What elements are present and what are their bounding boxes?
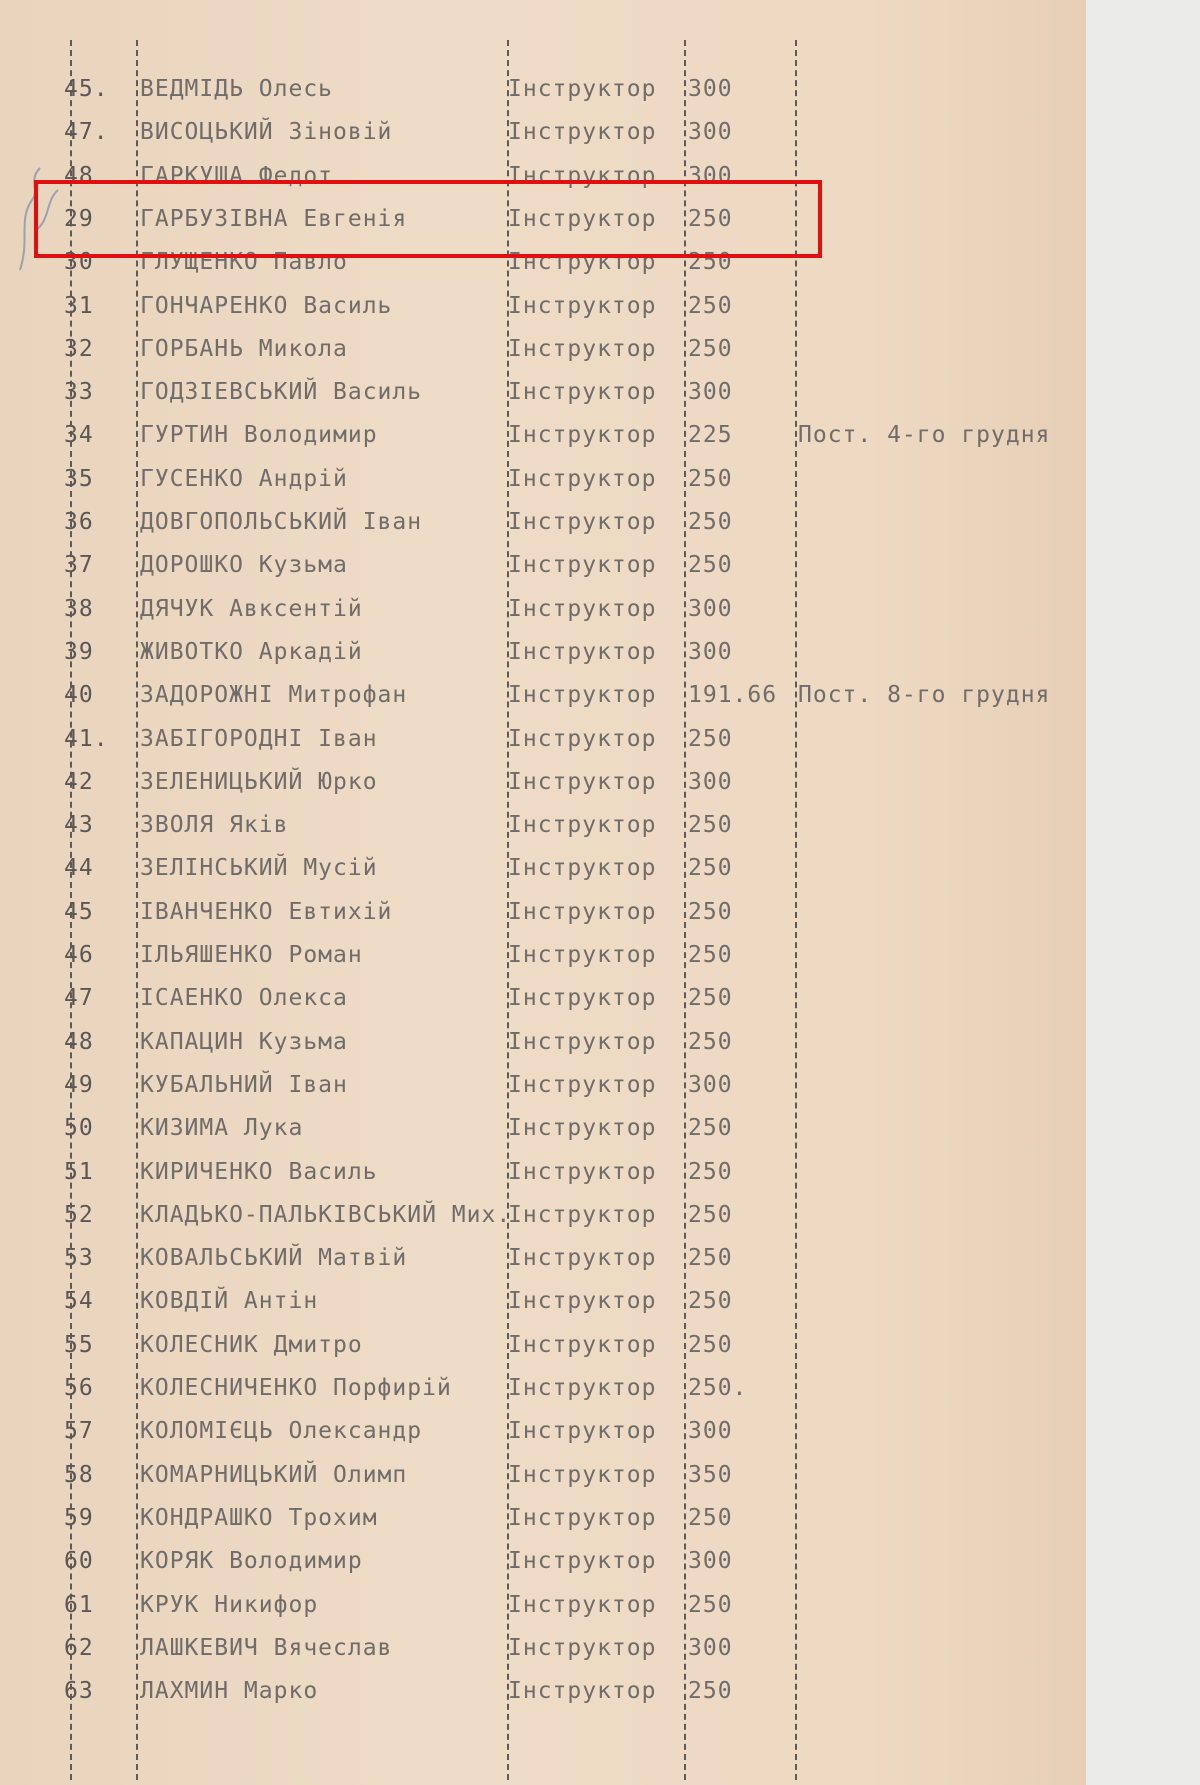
staff-name: КИЗИМА Лука [140, 1115, 304, 1142]
staff-salary: 300 [688, 1071, 733, 1098]
staff-salary: 250 [688, 1678, 733, 1705]
staff-position: Інструктор [508, 1288, 657, 1315]
row-number: 53 [64, 1245, 94, 1272]
staff-salary: 250 [688, 725, 733, 752]
staff-name: ГАРБУЗІВНА Евгенія [140, 205, 408, 232]
highlighted-row-box [34, 180, 822, 258]
row-number: 32 [64, 335, 94, 362]
staff-name: ЗАБІГОРОДНІ Іван [140, 725, 378, 752]
staff-position: Інструктор [508, 509, 657, 535]
table-row [0, 849, 1086, 889]
staff-name: ГАРКУША Федот [140, 162, 334, 189]
staff-position: Інструктор [508, 465, 657, 492]
row-number: 57 [64, 1418, 94, 1445]
staff-salary: 350 [688, 1461, 733, 1488]
row-number: 46 [64, 942, 94, 968]
row-number: 39 [64, 638, 94, 665]
page-margin [1086, 0, 1200, 1785]
staff-position: Інструктор [508, 249, 657, 276]
staff-name: ЗЕЛІНСЬКИЙ Мусій [140, 855, 378, 882]
staff-name: КОЛЕСНИК Дмитро [140, 1331, 363, 1358]
row-number: 55 [64, 1331, 94, 1358]
row-number: 30 [64, 249, 94, 276]
row-number: 58 [64, 1461, 94, 1488]
staff-name: ГУСЕНКО Андрій [140, 465, 348, 492]
staff-name: КОРЯК Володимир [140, 1548, 363, 1575]
table-row [0, 979, 1086, 1019]
staff-position: Інструктор [508, 1028, 657, 1055]
row-number: 31 [64, 292, 94, 319]
row-number: 51 [64, 1158, 94, 1185]
staff-salary: 250 [688, 205, 733, 232]
table-row [0, 676, 1086, 716]
staff-name: ДОВГОПОЛЬСЬКИЙ Іван [140, 509, 423, 535]
row-number: 60 [64, 1548, 94, 1575]
staff-salary: 250 [688, 1288, 733, 1315]
staff-salary: 250 [688, 1158, 733, 1185]
staff-salary: 250 [688, 1245, 733, 1272]
staff-position: Інструктор [508, 1158, 657, 1185]
staff-name: ДОРОШКО Кузьма [140, 552, 348, 579]
staff-name: ГОНЧАРЕНКО Василь [140, 292, 393, 319]
staff-name: ЗЕЛЕНИЦЬКИЙ Юрко [140, 768, 378, 795]
staff-position: Інструктор [508, 942, 657, 968]
staff-position: Інструктор [508, 682, 657, 709]
staff-name: КОВДІЙ Антін [140, 1288, 319, 1315]
row-number: 52 [64, 1201, 94, 1228]
staff-position: Інструктор [508, 422, 657, 449]
table-row [0, 460, 1086, 500]
row-number: 45 [64, 898, 94, 925]
staff-salary: 250 [688, 985, 733, 1012]
table-row [0, 720, 1086, 760]
staff-salary: 250 [688, 1201, 733, 1228]
staff-name: КОЛОМІЄЦЬ Олександр [140, 1418, 423, 1445]
staff-salary: 250 [688, 552, 733, 579]
staff-position: Інструктор [508, 1375, 657, 1401]
staff-position: Інструктор [508, 1678, 657, 1705]
staff-salary: 250 [688, 1591, 733, 1618]
staff-position: Інструктор [508, 292, 657, 319]
staff-salary: 300 [688, 1634, 733, 1661]
staff-salary: 250 [688, 855, 733, 882]
staff-name: ГЛУЩЕНКО Павло [140, 249, 348, 276]
staff-position: Інструктор [508, 855, 657, 882]
staff-salary: 250 [688, 942, 733, 968]
staff-name: ГУРТИН Володимир [140, 422, 378, 449]
staff-salary: 250 [688, 1504, 733, 1531]
table-row [0, 416, 1086, 456]
row-number: 35 [64, 465, 94, 492]
staff-salary: 300 [688, 379, 733, 406]
staff-salary: 250 [688, 1331, 733, 1358]
staff-salary: 300 [688, 119, 733, 146]
table-row [0, 1023, 1086, 1063]
table-row [0, 936, 1086, 976]
staff-salary: 191.66 [688, 682, 778, 709]
table-row [0, 1153, 1086, 1193]
row-number: 62 [64, 1634, 94, 1661]
staff-position: Інструктор [508, 1071, 657, 1098]
staff-salary: 225 [688, 422, 733, 449]
staff-name: ВИСОЦЬКИЙ Зіновій [140, 119, 393, 146]
staff-position: Інструктор [508, 1461, 657, 1488]
staff-position: Інструктор [508, 768, 657, 795]
table-row [0, 633, 1086, 673]
table-row [0, 373, 1086, 413]
table-row [0, 1586, 1086, 1626]
staff-salary: 300 [688, 1418, 733, 1445]
staff-salary: 250. [688, 1375, 748, 1401]
staff-salary: 250 [688, 1028, 733, 1055]
staff-name: КЛАДЬКО-ПАЛЬКІВСЬКИЙ Мих. [140, 1201, 512, 1228]
staff-position: Інструктор [508, 1331, 657, 1358]
staff-salary: 300 [688, 162, 733, 189]
table-row [0, 287, 1086, 327]
table-row [0, 1196, 1086, 1236]
table-row [0, 1499, 1086, 1539]
row-number: 36 [64, 509, 94, 535]
table-row [0, 893, 1086, 933]
row-number: 54 [64, 1288, 94, 1315]
table-row [0, 1326, 1086, 1366]
staff-name: ІЛЬЯШЕНКО Роман [140, 942, 363, 968]
table-row [0, 503, 1086, 543]
staff-salary: 300 [688, 638, 733, 665]
row-number: 47 [64, 985, 94, 1012]
staff-position: Інструктор [508, 119, 657, 146]
staff-position: Інструктор [508, 162, 657, 189]
staff-position: Інструктор [508, 1115, 657, 1142]
staff-name: ГОРБАНЬ Микола [140, 335, 348, 362]
staff-salary: 300 [688, 768, 733, 795]
staff-position: Інструктор [508, 725, 657, 752]
staff-position: Інструктор [508, 1245, 657, 1272]
staff-salary: 300 [688, 595, 733, 622]
staff-salary: 250 [688, 1115, 733, 1142]
staff-position: Інструктор [508, 898, 657, 925]
staff-position: Інструктор [508, 1591, 657, 1618]
row-number: 33 [64, 379, 94, 406]
staff-name: КАПАЦИН Кузьма [140, 1028, 348, 1055]
staff-position: Інструктор [508, 595, 657, 622]
row-number: 37 [64, 552, 94, 579]
staff-name: КОМАРНИЦЬКИЙ Олимп [140, 1461, 408, 1488]
staff-name: ЗАДОРОЖНІ Митрофан [140, 682, 408, 709]
staff-name: ГОДЗІЕВСЬКИЙ Василь [140, 379, 423, 406]
table-row [0, 1109, 1086, 1149]
row-number: 49 [64, 1071, 94, 1098]
staff-name: КОНДРАШКО Трохим [140, 1504, 378, 1531]
staff-position: Інструктор [508, 985, 657, 1012]
staff-name: КОВАЛЬСЬКИЙ Матвій [140, 1245, 408, 1272]
table-row [0, 1672, 1086, 1712]
staff-name: КРУК Никифор [140, 1591, 319, 1618]
row-number: 45. [64, 76, 109, 102]
staff-salary: 300 [688, 76, 733, 102]
staff-name: ЛАШКЕВИЧ Вячеслав [140, 1634, 393, 1661]
staff-position: Інструктор [508, 552, 657, 579]
staff-name: ЗВОЛЯ Яків [140, 812, 289, 839]
staff-position: Інструктор [508, 1418, 657, 1445]
table-row [0, 1282, 1086, 1322]
staff-position: Інструктор [508, 76, 657, 102]
staff-name: ІВАНЧЕНКО Евтихій [140, 898, 393, 925]
staff-name: ЛАХМИН Марко [140, 1678, 319, 1705]
staff-name: КИРИЧЕНКО Василь [140, 1158, 378, 1185]
table-row [0, 590, 1086, 630]
table-row [0, 70, 1086, 110]
staff-name: ІСАЕНКО Олекса [140, 985, 348, 1012]
staff-position: Інструктор [508, 812, 657, 839]
staff-position: Інструктор [508, 205, 657, 232]
staff-salary: 300 [688, 1548, 733, 1575]
row-number: 56 [64, 1375, 94, 1401]
table-row [0, 806, 1086, 846]
table-row [0, 330, 1086, 370]
table-row [0, 1239, 1086, 1279]
table-row [0, 1066, 1086, 1106]
row-note: Пост. 4-го грудня [798, 422, 1051, 449]
row-number: 43 [64, 812, 94, 839]
staff-salary: 250 [688, 465, 733, 492]
table-row [0, 113, 1086, 153]
staff-name: ДЯЧУК Авксентій [140, 595, 363, 622]
row-number: 34 [64, 422, 94, 449]
row-number: 29 [64, 205, 94, 232]
staff-salary: 250 [688, 509, 733, 535]
table-row [0, 546, 1086, 586]
staff-position: Інструктор [508, 1504, 657, 1531]
table-row [0, 763, 1086, 803]
staff-name: КУБАЛЬНИЙ Іван [140, 1071, 348, 1098]
staff-salary: 250 [688, 249, 733, 276]
staff-position: Інструктор [508, 638, 657, 665]
row-number: 48 [64, 162, 94, 189]
staff-name: ЖИВОТКО Аркадій [140, 638, 363, 665]
staff-salary: 250 [688, 898, 733, 925]
row-number: 59 [64, 1504, 94, 1531]
row-number: 44 [64, 855, 94, 882]
row-number: 47. [64, 119, 109, 146]
row-number: 40 [64, 682, 94, 709]
row-number: 63 [64, 1678, 94, 1705]
staff-position: Інструктор [508, 1548, 657, 1575]
staff-position: Інструктор [508, 379, 657, 406]
table-row [0, 1369, 1086, 1409]
table-row [0, 1629, 1086, 1669]
staff-position: Інструктор [508, 335, 657, 362]
staff-position: Інструктор [508, 1201, 657, 1228]
row-number: 41. [64, 725, 109, 752]
row-number: 61 [64, 1591, 94, 1618]
table-row [0, 1542, 1086, 1582]
row-number: 38 [64, 595, 94, 622]
staff-position: Інструктор [508, 1634, 657, 1661]
row-number: 48 [64, 1028, 94, 1055]
staff-salary: 250 [688, 292, 733, 319]
staff-name: ВЕДМІДЬ Олесь [140, 76, 334, 102]
table-row [0, 1412, 1086, 1452]
row-number: 42 [64, 768, 94, 795]
staff-salary: 250 [688, 812, 733, 839]
staff-name: КОЛЕСНИЧЕНКО Порфирій [140, 1375, 452, 1401]
table-row [0, 1456, 1086, 1496]
row-note: Пост. 8-го грудня [798, 682, 1051, 709]
row-number: 50 [64, 1115, 94, 1142]
staff-salary: 250 [688, 335, 733, 362]
